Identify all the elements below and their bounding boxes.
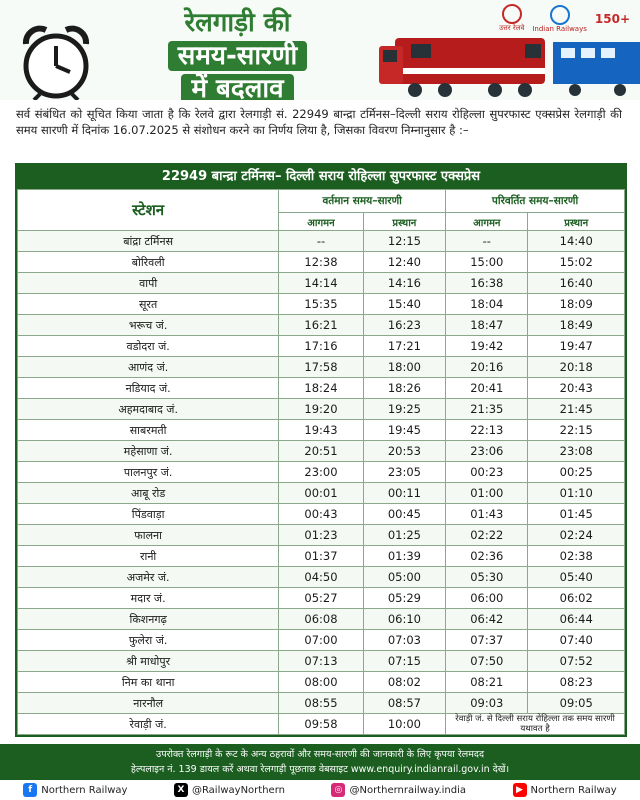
station-cell: सूरत <box>18 294 279 315</box>
station-cell: रेवाड़ी जं. <box>18 714 279 735</box>
footer-line-1: उपरोक्त रेलगाड़ी के रूट के अन्य ठहरावों और समय-सारणी की जानकारी के लिए कृपया रेलमदद <box>156 749 484 760</box>
time-cell: 12:15 <box>363 231 445 252</box>
time-cell: 14:14 <box>279 273 363 294</box>
train-icon <box>375 28 640 100</box>
time-cell: 00:01 <box>279 483 363 504</box>
indian-railways-logo: Indian Railways <box>532 5 587 33</box>
table-row <box>18 504 625 525</box>
table-row <box>18 273 625 294</box>
station-cell: महेसाणा जं. <box>18 441 279 462</box>
time-cell: 07:37 <box>446 630 528 651</box>
title-line-1: रेलगाड़ी की <box>184 8 291 38</box>
title-line-2: समय-सारणी <box>168 41 307 71</box>
timetable-body <box>18 231 625 735</box>
time-cell: 01:25 <box>363 525 445 546</box>
time-cell: 07:15 <box>363 651 445 672</box>
time-cell: 07:50 <box>446 651 528 672</box>
time-cell: 07:40 <box>528 630 625 651</box>
station-header: स्टेशन <box>18 190 279 231</box>
time-cell: 08:57 <box>363 693 445 714</box>
revised-note-cell: रेवाड़ी जं. से दिल्ली सराय रोहिल्ला तक समय सारणी यथावत है <box>446 714 625 735</box>
time-cell: 07:52 <box>528 651 625 672</box>
time-cell: 00:25 <box>528 462 625 483</box>
table-row <box>18 609 625 630</box>
table-row <box>18 252 625 273</box>
social-label: @Northernrailway.india <box>349 784 467 796</box>
social-label: @RailwayNorthern <box>191 784 285 796</box>
revised-timetable-header: परिवर्तित समय–सारणी <box>446 190 625 213</box>
instagram-icon: ◎ <box>331 783 345 797</box>
time-cell: 09:05 <box>528 693 625 714</box>
time-cell: 08:23 <box>528 672 625 693</box>
time-cell: 02:36 <box>446 546 528 567</box>
time-cell: 09:58 <box>279 714 363 735</box>
time-cell: 05:00 <box>363 567 445 588</box>
time-cell: 19:47 <box>528 336 625 357</box>
time-cell: 06:00 <box>446 588 528 609</box>
table-row <box>18 231 625 252</box>
station-cell: फुलेरा जं. <box>18 630 279 651</box>
station-cell: निम का थाना <box>18 672 279 693</box>
time-cell: 21:45 <box>528 399 625 420</box>
time-cell: 16:21 <box>279 315 363 336</box>
time-cell: 18:09 <box>528 294 625 315</box>
time-cell: 04:50 <box>279 567 363 588</box>
time-cell: 06:02 <box>528 588 625 609</box>
time-cell: 14:16 <box>363 273 445 294</box>
table-row <box>18 588 625 609</box>
time-cell: 08:00 <box>279 672 363 693</box>
time-cell: -- <box>279 231 363 252</box>
time-cell: 18:04 <box>446 294 528 315</box>
time-cell: 23:08 <box>528 441 625 462</box>
station-cell: नडियाद जं. <box>18 378 279 399</box>
time-cell: 06:10 <box>363 609 445 630</box>
time-cell: 20:18 <box>528 357 625 378</box>
time-cell: 17:16 <box>279 336 363 357</box>
time-cell: 06:08 <box>279 609 363 630</box>
table-row <box>18 525 625 546</box>
time-cell: 02:24 <box>528 525 625 546</box>
station-cell: बांद्रा टर्मिनस <box>18 231 279 252</box>
station-cell: श्री माधोपुर <box>18 651 279 672</box>
timetable-grid <box>17 189 625 735</box>
time-cell: 19:45 <box>363 420 445 441</box>
current-timetable-header: वर्तमान समय–सारणी <box>279 190 446 213</box>
station-cell: पालनपुर जं. <box>18 462 279 483</box>
time-cell: 01:37 <box>279 546 363 567</box>
station-cell: भरूच जं. <box>18 315 279 336</box>
time-cell: 21:35 <box>446 399 528 420</box>
x-icon: X <box>174 783 188 797</box>
table-row <box>18 672 625 693</box>
station-cell: वडोदरा जं. <box>18 336 279 357</box>
time-cell: 05:30 <box>446 567 528 588</box>
time-cell: 02:22 <box>446 525 528 546</box>
social-label: Northern Railway <box>530 784 617 796</box>
time-cell: 08:21 <box>446 672 528 693</box>
page-title <box>110 8 365 100</box>
time-cell: 15:00 <box>446 252 528 273</box>
station-cell: बोरिवली <box>18 252 279 273</box>
header-banner <box>0 0 640 100</box>
arrival-header: आगमन <box>279 213 363 231</box>
table-row <box>18 651 625 672</box>
time-cell: 19:43 <box>279 420 363 441</box>
arrival-header: आगमन <box>446 213 528 231</box>
time-cell: 01:00 <box>446 483 528 504</box>
time-cell: 05:29 <box>363 588 445 609</box>
time-cell: 15:40 <box>363 294 445 315</box>
time-cell: 18:24 <box>279 378 363 399</box>
table-row <box>18 378 625 399</box>
time-cell: 05:27 <box>279 588 363 609</box>
table-row <box>18 630 625 651</box>
time-cell: 23:06 <box>446 441 528 462</box>
table-row <box>18 336 625 357</box>
time-cell: 01:23 <box>279 525 363 546</box>
time-cell: 02:38 <box>528 546 625 567</box>
title-line-3: में बदलाव <box>181 74 293 100</box>
station-cell: आणंद जं. <box>18 357 279 378</box>
table-row <box>18 441 625 462</box>
time-cell: 16:40 <box>528 273 625 294</box>
time-cell: 05:40 <box>528 567 625 588</box>
social-link-instagram[interactable] <box>331 783 466 797</box>
time-cell: 06:42 <box>446 609 528 630</box>
time-cell: 23:05 <box>363 462 445 483</box>
table-row <box>18 294 625 315</box>
time-cell: 01:45 <box>528 504 625 525</box>
time-cell: 00:45 <box>363 504 445 525</box>
footer-line-2: हेल्पलाइन नं. 139 डायल करें अथवा रेलगाड़ी पूछताछ वेबसाइट www.enquiry.indianrail.gov.in देखें। <box>130 764 510 775</box>
social-link-facebook[interactable] <box>23 783 127 797</box>
time-cell: 22:13 <box>446 420 528 441</box>
time-cell: 00:23 <box>446 462 528 483</box>
station-cell: किशनगढ़ <box>18 609 279 630</box>
station-cell: रानी <box>18 546 279 567</box>
station-cell: साबरमती <box>18 420 279 441</box>
time-cell: 00:11 <box>363 483 445 504</box>
time-cell: 16:38 <box>446 273 528 294</box>
time-cell: 14:40 <box>528 231 625 252</box>
table-row <box>18 462 625 483</box>
station-cell: नारनौल <box>18 693 279 714</box>
table-row <box>18 420 625 441</box>
time-cell: 19:20 <box>279 399 363 420</box>
time-cell: -- <box>446 231 528 252</box>
table-row <box>18 357 625 378</box>
station-cell: मदार जं. <box>18 588 279 609</box>
northern-railway-logo: उत्तर रेलवे <box>499 4 524 33</box>
time-cell: 18:00 <box>363 357 445 378</box>
time-cell: 09:03 <box>446 693 528 714</box>
time-cell: 01:43 <box>446 504 528 525</box>
social-link-youtube[interactable] <box>513 783 617 797</box>
youtube-icon: ▶ <box>513 783 527 797</box>
footer-note <box>0 744 640 780</box>
time-cell: 01:39 <box>363 546 445 567</box>
station-cell: फालना <box>18 525 279 546</box>
time-cell: 23:00 <box>279 462 363 483</box>
table-row <box>18 714 625 735</box>
time-cell: 20:16 <box>446 357 528 378</box>
table-row <box>18 483 625 504</box>
time-cell: 07:03 <box>363 630 445 651</box>
time-cell: 15:02 <box>528 252 625 273</box>
time-cell: 10:00 <box>363 714 445 735</box>
social-link-x[interactable] <box>174 783 285 797</box>
time-cell: 08:55 <box>279 693 363 714</box>
station-cell: आबू रोड <box>18 483 279 504</box>
time-cell: 00:43 <box>279 504 363 525</box>
time-cell: 19:42 <box>446 336 528 357</box>
table-row <box>18 399 625 420</box>
station-cell: पिंडवाड़ा <box>18 504 279 525</box>
time-cell: 20:53 <box>363 441 445 462</box>
time-cell: 19:25 <box>363 399 445 420</box>
time-cell: 16:23 <box>363 315 445 336</box>
time-cell: 22:15 <box>528 420 625 441</box>
alarm-clock-icon <box>16 22 96 100</box>
social-label: Northern Railway <box>41 784 128 796</box>
time-cell: 18:26 <box>363 378 445 399</box>
facebook-icon: f <box>23 783 37 797</box>
time-cell: 18:49 <box>528 315 625 336</box>
time-cell: 07:13 <box>279 651 363 672</box>
departure-header: प्रस्थान <box>363 213 445 231</box>
time-cell: 06:44 <box>528 609 625 630</box>
table-row <box>18 546 625 567</box>
station-cell: अहमदाबाद जं. <box>18 399 279 420</box>
time-cell: 12:40 <box>363 252 445 273</box>
intro-text: सर्व संबंधित को सूचित किया जाता है कि रेलवे द्वारा रेलगाड़ी सं. 22949 बान्द्रा टर्मिनस–दिल्ली सराय रोहिल्ला सुपरफास्ट एक्सप्रेस रेलगाड़ी की समय सारणी में दिनांक 16.07.2025 से संशोधन करने का निर्णय लिया है, जिसका विवरण निम्नानुसार है :– <box>16 107 622 137</box>
time-cell: 20:51 <box>279 441 363 462</box>
station-cell: वापी <box>18 273 279 294</box>
time-cell: 01:10 <box>528 483 625 504</box>
social-links <box>0 780 640 800</box>
time-cell: 20:41 <box>446 378 528 399</box>
time-cell: 15:35 <box>279 294 363 315</box>
time-cell: 20:43 <box>528 378 625 399</box>
time-cell: 07:00 <box>279 630 363 651</box>
table-row <box>18 693 625 714</box>
time-cell: 08:02 <box>363 672 445 693</box>
time-cell: 18:47 <box>446 315 528 336</box>
anniversary-logo: 150+ <box>594 11 630 26</box>
station-cell: अजमेर जं. <box>18 567 279 588</box>
departure-header: प्रस्थान <box>528 213 625 231</box>
table-title: 22949 बान्द्रा टर्मिनस– दिल्ली सराय रोहिल्ला सुपरफास्ट एक्सप्रेस <box>17 165 625 189</box>
time-cell: 17:58 <box>279 357 363 378</box>
table-row <box>18 567 625 588</box>
table-row <box>18 315 625 336</box>
time-cell: 12:38 <box>279 252 363 273</box>
time-cell: 17:21 <box>363 336 445 357</box>
timetable <box>15 163 627 737</box>
